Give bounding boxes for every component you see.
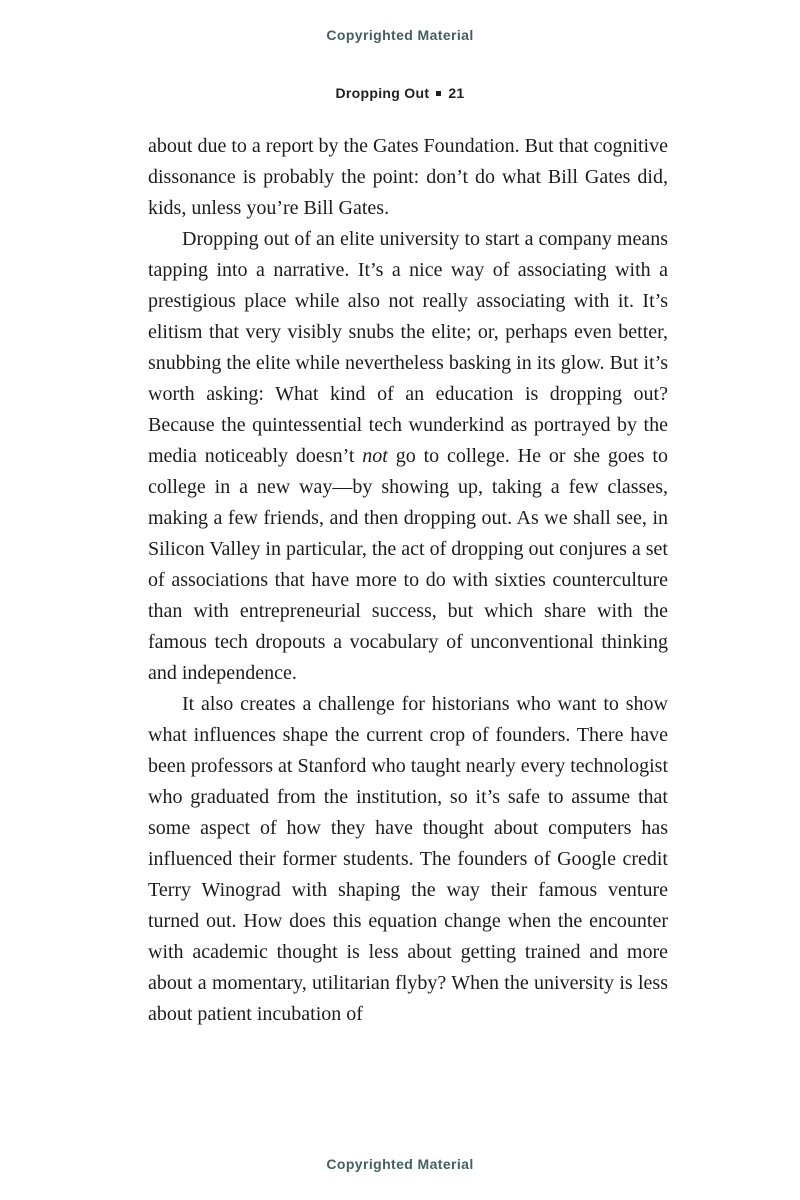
paragraph-2-text-a: Dropping out of an elite university to start a company means tapping into a narrative. It’s a nice way of associating with a prestigious place while also not really associating with it. It’s elitism that very visibly snubs the elite; or, perhaps even better, snubbing the elite while nevertheless basking in its glow. But it’s worth asking: What kind of an education is dropping out? Because the quintessential tech wunderkind as portrayed by the media noticeably doesn’t [148,228,668,467]
paragraph-1: about due to a report by the Gates Foundation. But that cognitive dissonance is probably the point: don’t do what Bill Gates did, kids, unless you’re Bill Gates. [148,135,668,219]
copyright-watermark-top: Copyrighted Material [326,27,474,43]
page-number: 21 [448,85,465,101]
square-bullet-icon [436,91,441,96]
chapter-title: Dropping Out [335,85,430,101]
paragraph-2 [148,224,668,689]
paragraph-3: It also creates a challenge for historians who want to show what influences shape the current crop of founders. There have been professors at Stanford who taught nearly every technologist who graduated from the institution, so it’s safe to assume that some aspect of how they have thought about computers has influenced their former students. The founders of Google credit Terry Winograd with shaping the way their famous venture turned out. How does this equation change when the encounter with academic thought is less about getting trained and more about a momentary, utilitarian flyby? When the university is less about patient incubation of [148,693,668,1025]
body-text [148,131,668,1030]
copyright-watermark-bottom: Copyrighted Material [326,1156,474,1172]
paragraph-2-italic-word: not [362,445,388,467]
running-head [0,85,800,101]
paragraph-2-text-b: go to college. He or she goes to college in a new way—by showing up, taking a few classes, making a few friends, and then dropping out. As we shall see, in Silicon Valley in particular, the act of dropping out conjures a set of associations that have more to do with sixties counterculture than with entrepreneurial success, but which share with the famous tech dropouts a vocabulary of unconventional thinking and independence. [148,445,668,684]
